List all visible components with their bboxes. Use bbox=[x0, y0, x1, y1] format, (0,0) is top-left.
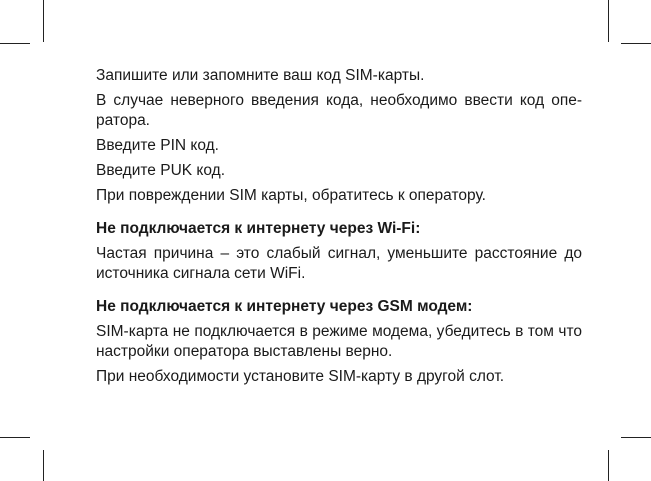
crop-mark-top-right-vertical bbox=[608, 0, 609, 42]
sim-instruction-record: Запишите или запомните ваш код SIM-карты. bbox=[96, 67, 425, 84]
sim-instruction-damaged: При повреждении SIM карты, обратитесь к оператору. bbox=[96, 187, 486, 204]
crop-mark-top-left-vertical bbox=[43, 0, 44, 42]
crop-mark-top-left-horizontal bbox=[0, 43, 30, 44]
sim-instruction-pin: Введите PIN код. bbox=[96, 137, 219, 154]
crop-mark-bottom-left-vertical bbox=[43, 450, 44, 481]
crop-mark-bottom-left-horizontal bbox=[0, 437, 30, 438]
wifi-body: Частая причина – это слабый сигнал, уменьшите расстояние до источника сигнала сети WiFi. bbox=[96, 245, 582, 282]
wifi-heading: Не подключается к интернету через Wi-Fi: bbox=[96, 220, 421, 237]
gsm-body-modem: SIM-карта не подключается в режиме модема, убедитесь в том что настройки оператора выставлены верно. bbox=[96, 323, 582, 360]
sim-instruction-puk: Введите PUK код. bbox=[96, 162, 225, 179]
document-body bbox=[96, 66, 582, 387]
sim-section bbox=[96, 66, 582, 206]
crop-mark-bottom-right-vertical bbox=[608, 450, 609, 481]
sim-instruction-wrong-code: В случае неверного введения кода, необходимо ввести код опе-ратора. bbox=[96, 92, 582, 129]
crop-mark-top-right-horizontal bbox=[621, 43, 651, 44]
wifi-section bbox=[96, 219, 582, 284]
gsm-section bbox=[96, 297, 582, 387]
gsm-body-slot: При необходимости установите SIM-карту в другой слот. bbox=[96, 368, 505, 385]
crop-mark-bottom-right-horizontal bbox=[621, 437, 651, 438]
gsm-heading: Не подключается к интернету через GSM модем: bbox=[96, 298, 473, 315]
